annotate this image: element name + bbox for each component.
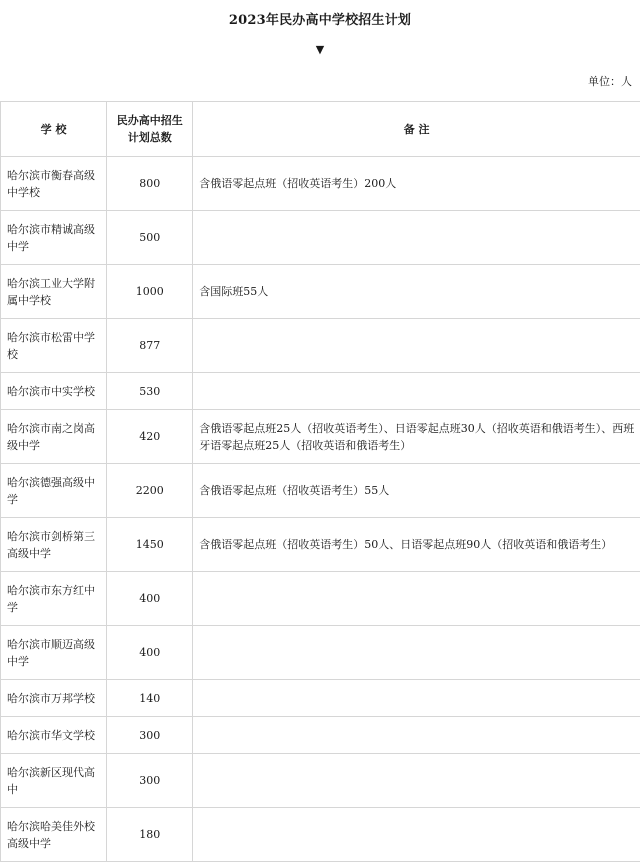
school-cell: 哈尔滨市精诚高级中学 [1, 211, 107, 265]
plan-cell: 300 [107, 717, 193, 754]
note-cell: 含俄语零起点班（招收英语考生）55人 [193, 464, 640, 518]
table-row [1, 572, 640, 626]
document-title: 2023年民办高中学校招生计划 [0, 9, 640, 28]
note-cell: 含俄语零起点班（招收英语考生）50人、日语零起点班90人（招收英语和俄语考生） [193, 518, 640, 572]
plan-cell: 400 [107, 626, 193, 680]
note-cell: 含俄语零起点班25人（招收英语考生）、日语零起点班30人（招收英语和俄语考生）、西班牙语零起点班25人（招收英语和俄语考生） [193, 410, 640, 464]
note-cell [193, 717, 640, 754]
plan-cell: 530 [107, 373, 193, 410]
plan-cell: 877 [107, 319, 193, 373]
table-row [1, 680, 640, 717]
note-cell [193, 680, 640, 717]
table-row [1, 464, 640, 518]
column-header-school: 学 校 [1, 102, 107, 157]
note-cell [193, 754, 640, 808]
column-header-plan-line2: 计划总数 [107, 129, 192, 146]
table-row [1, 211, 640, 265]
school-cell: 哈尔滨市东方红中学 [1, 572, 107, 626]
plan-cell: 500 [107, 211, 193, 265]
plan-cell: 420 [107, 410, 193, 464]
column-header-note: 备 注 [193, 102, 640, 157]
column-header-plan-line1: 民办高中招生 [107, 112, 192, 129]
table-row [1, 717, 640, 754]
note-cell: 含俄语零起点班（招收英语考生）200人 [193, 157, 640, 211]
school-cell: 哈尔滨德强高级中学 [1, 464, 107, 518]
plan-cell: 1450 [107, 518, 193, 572]
note-cell [193, 808, 640, 862]
table-row [1, 808, 640, 862]
table-row [1, 265, 640, 319]
plan-cell: 180 [107, 808, 193, 862]
table-row [1, 157, 640, 211]
school-cell: 哈尔滨市顺迈高级中学 [1, 626, 107, 680]
school-cell: 哈尔滨市南之岗高级中学 [1, 410, 107, 464]
dropdown-caret-icon[interactable]: ▼ [313, 44, 327, 56]
note-cell [193, 319, 640, 373]
school-cell: 哈尔滨市万邦学校 [1, 680, 107, 717]
table-header-row [1, 102, 640, 157]
column-header-plan [107, 102, 193, 157]
plan-cell: 400 [107, 572, 193, 626]
school-cell: 哈尔滨市衡春高级中学校 [1, 157, 107, 211]
note-cell [193, 211, 640, 265]
note-cell [193, 572, 640, 626]
school-cell: 哈尔滨工业大学附属中学校 [1, 265, 107, 319]
table-row [1, 319, 640, 373]
school-cell: 哈尔滨市中实学校 [1, 373, 107, 410]
school-cell: 哈尔滨市松雷中学校 [1, 319, 107, 373]
enrollment-plan-table [0, 101, 640, 862]
table-row [1, 754, 640, 808]
note-cell: 含国际班55人 [193, 265, 640, 319]
school-cell: 哈尔滨市华文学校 [1, 717, 107, 754]
note-cell [193, 626, 640, 680]
school-cell: 哈尔滨市剑桥第三高级中学 [1, 518, 107, 572]
table-row [1, 373, 640, 410]
plan-cell: 140 [107, 680, 193, 717]
school-cell: 哈尔滨新区现代高中 [1, 754, 107, 808]
plan-cell: 300 [107, 754, 193, 808]
school-cell: 哈尔滨哈美佳外校高级中学 [1, 808, 107, 862]
unit-label: 单位：人 [588, 73, 632, 89]
plan-cell: 1000 [107, 265, 193, 319]
table-row [1, 518, 640, 572]
plan-cell: 800 [107, 157, 193, 211]
table-row [1, 410, 640, 464]
plan-cell: 2200 [107, 464, 193, 518]
table-row [1, 626, 640, 680]
note-cell [193, 373, 640, 410]
